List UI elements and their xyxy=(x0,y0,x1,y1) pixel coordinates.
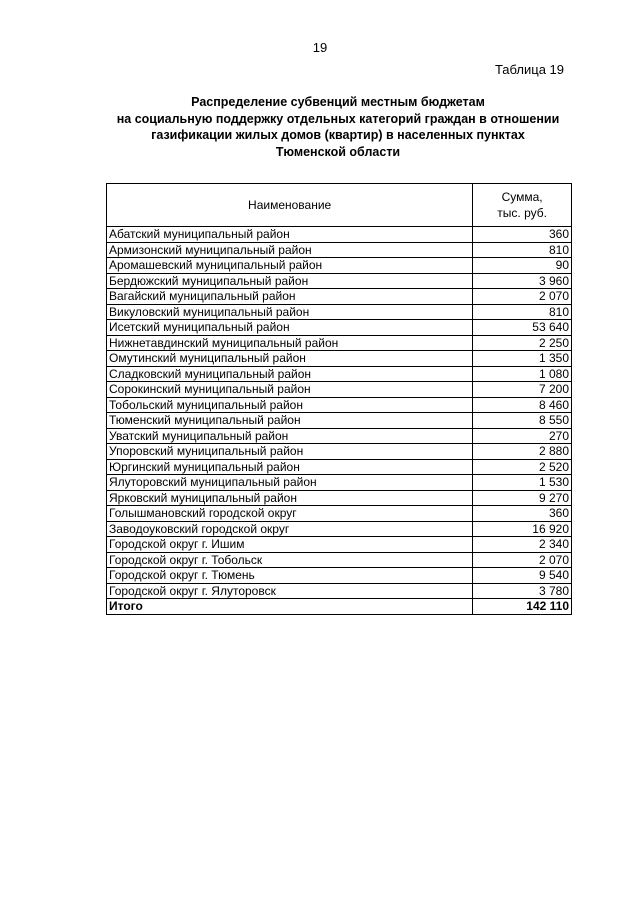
table-row xyxy=(107,459,572,475)
row-name-cell: Городской округ г. Тюмень xyxy=(107,568,473,584)
table-row xyxy=(107,521,572,537)
table-row xyxy=(107,537,572,553)
row-sum-cell: 360 xyxy=(473,506,572,522)
row-name-cell: Сорокинский муниципальный район xyxy=(107,382,473,398)
table-body xyxy=(107,227,572,615)
row-sum-cell: 810 xyxy=(473,304,572,320)
row-sum-cell: 810 xyxy=(473,242,572,258)
title-line: на социальную поддержку отдельных категорий граждан в отношении xyxy=(116,111,560,126)
table-row xyxy=(107,506,572,522)
table-row xyxy=(107,552,572,568)
row-name-cell: Упоровский муниципальный район xyxy=(107,444,473,460)
subvention-table xyxy=(106,183,572,615)
row-name-cell: Вагайский муниципальный район xyxy=(107,289,473,305)
row-name-cell: Омутинский муниципальный район xyxy=(107,351,473,367)
page-number: 19 xyxy=(312,40,328,55)
row-name-cell: Юргинский муниципальный район xyxy=(107,459,473,475)
table-header-row xyxy=(107,184,572,227)
table-row xyxy=(107,428,572,444)
table-row xyxy=(107,397,572,413)
table-row xyxy=(107,242,572,258)
row-name-cell: Городской округ г. Тобольск xyxy=(107,552,473,568)
title-line: Распределение субвенций местным бюджетам xyxy=(191,95,485,109)
table-row xyxy=(107,289,572,305)
row-name-cell: Уватский муниципальный район xyxy=(107,428,473,444)
row-name-cell: Тобольский муниципальный район xyxy=(107,397,473,413)
column-header-sum-line2: тыс. руб. xyxy=(497,206,547,220)
row-name-cell: Голышмановский городской округ xyxy=(107,506,473,522)
row-name-cell: Ярковский муниципальный район xyxy=(107,490,473,506)
row-sum-cell: 2 070 xyxy=(473,289,572,305)
document-title xyxy=(100,94,576,160)
row-sum-cell: 3 960 xyxy=(473,273,572,289)
column-header-name: Наименование xyxy=(107,184,473,227)
row-name-cell: Армизонский муниципальный район xyxy=(107,242,473,258)
row-sum-cell: 9 540 xyxy=(473,568,572,584)
title-line: газификации жилых домов (квартир) в населенных пунктах xyxy=(151,128,525,142)
table-row xyxy=(107,444,572,460)
row-sum-cell: 8 460 xyxy=(473,397,572,413)
table-row xyxy=(107,382,572,398)
row-sum-cell: 2 250 xyxy=(473,335,572,351)
table-row xyxy=(107,335,572,351)
row-name-cell: Исетский муниципальный район xyxy=(107,320,473,336)
title-line: Тюменской области xyxy=(275,144,401,159)
table-row xyxy=(107,475,572,491)
row-name-cell: Аромашевский муниципальный район xyxy=(107,258,473,274)
total-sum-cell: 142 110 xyxy=(473,599,572,615)
row-name-cell: Городской округ г. Ишим xyxy=(107,537,473,553)
row-sum-cell: 360 xyxy=(473,227,572,243)
row-sum-cell: 2 880 xyxy=(473,444,572,460)
row-name-cell: Ялуторовский муниципальный район xyxy=(107,475,473,491)
row-name-cell: Заводоуковский городской округ xyxy=(107,521,473,537)
table-row xyxy=(107,258,572,274)
table-row xyxy=(107,490,572,506)
row-name-cell: Городской округ г. Ялуторовск xyxy=(107,583,473,599)
row-sum-cell: 1 080 xyxy=(473,366,572,382)
row-sum-cell: 2 520 xyxy=(473,459,572,475)
column-header-sum-line1: Сумма, xyxy=(501,190,543,204)
total-row xyxy=(107,599,572,615)
row-name-cell: Сладковский муниципальный район xyxy=(107,366,473,382)
column-header-sum xyxy=(473,184,572,227)
row-sum-cell: 3 780 xyxy=(473,583,572,599)
table-row xyxy=(107,227,572,243)
row-name-cell: Бердюжский муниципальный район xyxy=(107,273,473,289)
table-label: Таблица 19 xyxy=(494,62,564,77)
row-sum-cell: 1 350 xyxy=(473,351,572,367)
row-sum-cell: 90 xyxy=(473,258,572,274)
table-row xyxy=(107,304,572,320)
row-name-cell: Абатский муниципальный район xyxy=(107,227,473,243)
total-label-cell: Итого xyxy=(107,599,473,615)
row-sum-cell: 53 640 xyxy=(473,320,572,336)
row-sum-cell: 2 340 xyxy=(473,537,572,553)
row-sum-cell: 1 530 xyxy=(473,475,572,491)
row-sum-cell: 9 270 xyxy=(473,490,572,506)
row-sum-cell: 8 550 xyxy=(473,413,572,429)
row-sum-cell: 7 200 xyxy=(473,382,572,398)
row-name-cell: Викуловский муниципальный район xyxy=(107,304,473,320)
row-name-cell: Нижнетавдинский муниципальный район xyxy=(107,335,473,351)
table-row xyxy=(107,273,572,289)
table-row xyxy=(107,583,572,599)
table-row xyxy=(107,413,572,429)
table-row xyxy=(107,320,572,336)
row-name-cell: Тюменский муниципальный район xyxy=(107,413,473,429)
table-row xyxy=(107,366,572,382)
table-row xyxy=(107,351,572,367)
row-sum-cell: 16 920 xyxy=(473,521,572,537)
row-sum-cell: 270 xyxy=(473,428,572,444)
table-row xyxy=(107,568,572,584)
row-sum-cell: 2 070 xyxy=(473,552,572,568)
